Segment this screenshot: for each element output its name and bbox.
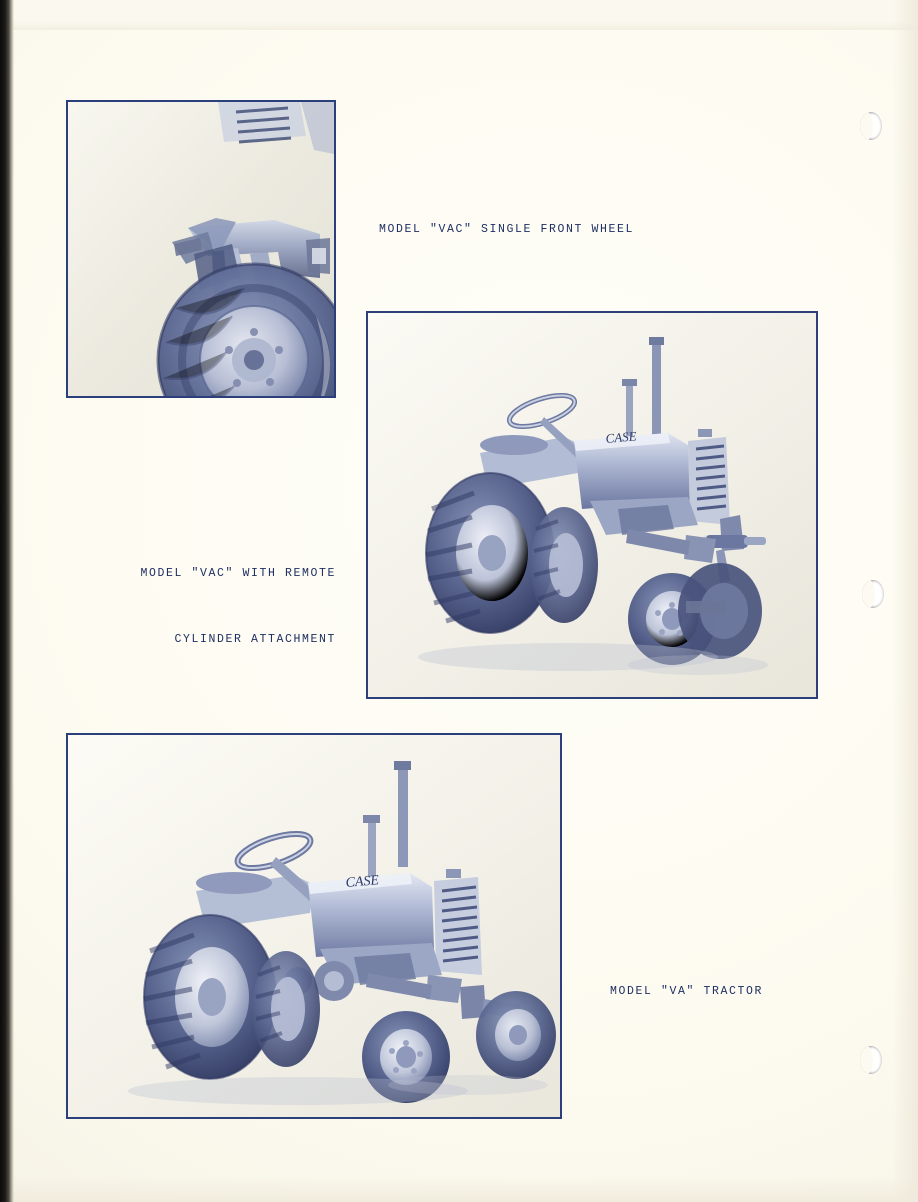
caption-text: MODEL "VAC" SINGLE FRONT WHEEL bbox=[379, 223, 635, 236]
caption-vac-remote-cylinder bbox=[110, 519, 336, 695]
figure-frame-vac-remote-cylinder bbox=[366, 311, 818, 699]
caption-text-line-2: CYLINDER ATTACHMENT bbox=[174, 633, 336, 646]
caption-va-tractor bbox=[576, 959, 763, 1025]
punch-hole bbox=[860, 112, 882, 140]
figure-frame-va-tractor bbox=[66, 733, 562, 1119]
photo-va-tractor bbox=[68, 735, 560, 1117]
punch-hole bbox=[862, 580, 884, 608]
scan-edge-right bbox=[892, 0, 918, 1202]
scan-edge-top bbox=[0, 0, 918, 30]
scan-edge-left bbox=[0, 0, 14, 1202]
brand-badge: CASE bbox=[604, 428, 638, 446]
brand-badge: CASE bbox=[345, 873, 380, 891]
photo-vac-single-front-wheel bbox=[68, 102, 334, 396]
caption-vac-single-front-wheel bbox=[345, 197, 634, 263]
scan-edge-bottom bbox=[0, 1176, 918, 1202]
figure-frame-vac-single-front-wheel bbox=[66, 100, 336, 398]
caption-text-line-1: MODEL "VAC" WITH REMOTE bbox=[140, 567, 336, 580]
photo-vac-remote-cylinder bbox=[368, 313, 816, 697]
punch-hole bbox=[860, 1046, 882, 1074]
caption-text: MODEL "VA" TRACTOR bbox=[610, 985, 764, 998]
